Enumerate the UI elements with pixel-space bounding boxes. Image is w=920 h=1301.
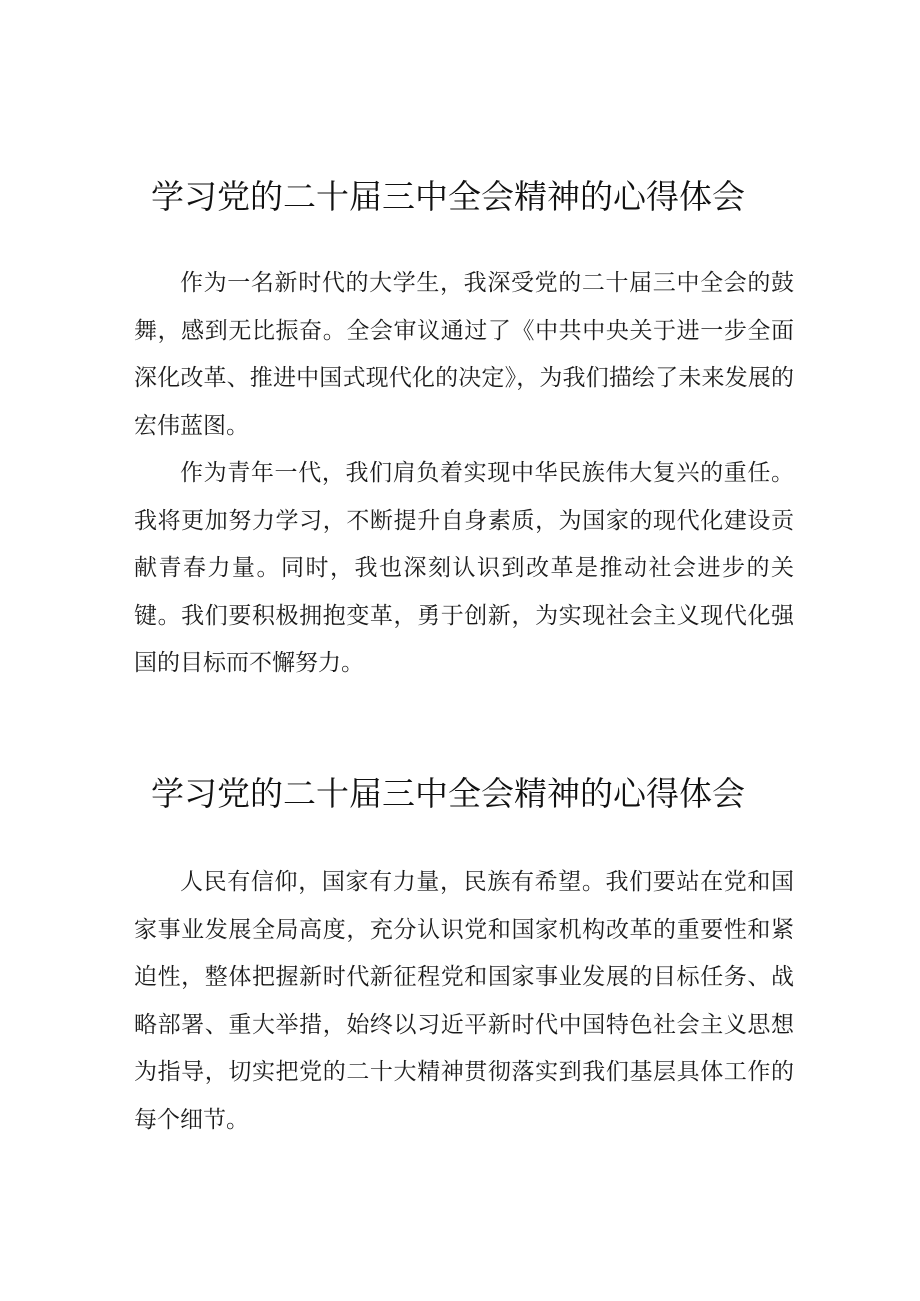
article-1	[134, 170, 794, 688]
article-2	[134, 767, 794, 1144]
article-paragraph: 作为一名新时代的大学生，我深受党的二十届三中全会的鼓舞，感到无比振奋。全会审议通过了《中共中央关于进一步全面深化改革、推进中国式现代化的决定》，为我们描绘了未来发展的宏伟蓝图。	[134, 270, 794, 439]
article-title: 学习党的二十届三中全会精神的心得体会	[151, 774, 745, 813]
article-paragraph: 作为青年一代，我们肩负着实现中华民族伟大复兴的重任。我将更加努力学习，不断提升自身素质，为国家的现代化建设贡献青春力量。同时，我也深刻认识到改革是推动社会进步的关键。我们要积极拥抱变革，勇于创新，为实现社会主义现代化强国的目标而不懈努力。	[134, 460, 794, 676]
article-paragraph: 人民有信仰，国家有力量，民族有希望。我们要站在党和国家事业发展全局高度，充分认识党和国家机构改革的重要性和紧迫性，整体把握新时代新征程党和国家事业发展的目标任务、战略部署、重大举措，始终以习近平新时代中国特色社会主义思想为指导，切实把党的二十大精神贯彻落实到我们基层具体工作的每个细节。	[134, 869, 794, 1133]
article-title: 学习党的二十届三中全会精神的心得体会	[151, 177, 745, 216]
